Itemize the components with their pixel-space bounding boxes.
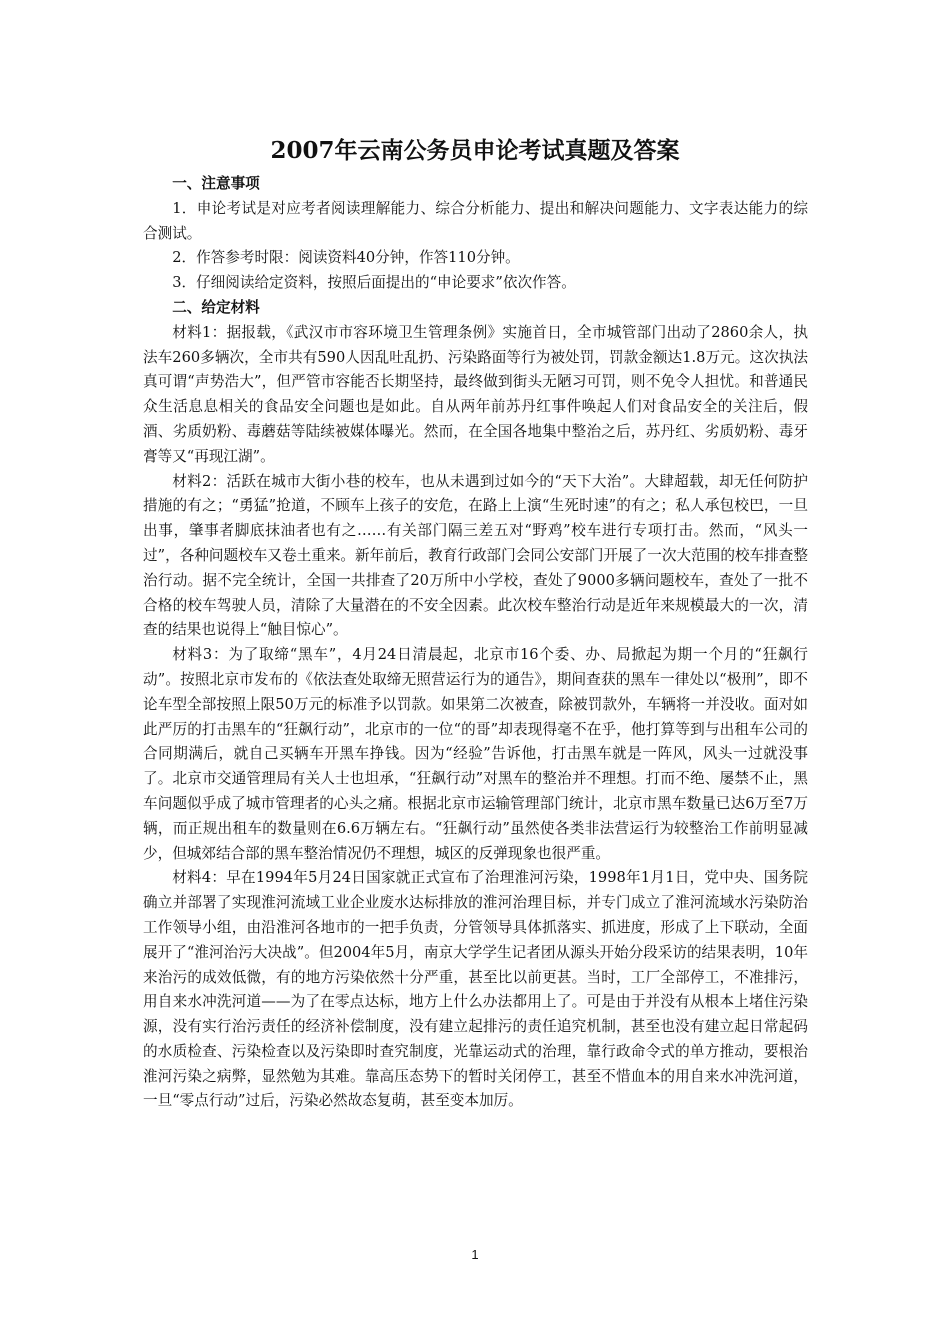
- material-paragraph-2: 材料2：活跃在城市大街小巷的校车，也从未遇到过如今的“天下大治”。大肆超载，却无任何防护措施的有之；“勇猛”抢道，不顾车上孩子的安危，在路上上演“生死时速”的有之；私人承包校巴，一旦出事，肇事者脚底抹油者也有之……有关部门隔三差五对“野鸡”校车进行专项打击。然而，“风头一过”，各种问题校车又卷土重来。新年前后，教育行政部门会同公安部门开展了一次大范围的校车排查整治行动。据不完全统计，全国一共排查了20万所中小学校，查处了9000多辆问题校车，查处了一批不合格的校车驾驶人员，清除了大量潜在的不安全因素。此次校车整治行动是近年来规模最大的一次，清查的结果也说得上“触目惊心”。: [143, 472, 808, 639]
- material-paragraph-3: 材料3：为了取缔“黑车”，4月24日清晨起，北京市16个委、办、局掀起为期一个月的“狂飙行动”。按照北京市发布的《依法查处取缔无照营运行为的通告》，期间查获的黑车一律处以“极刑”，即不论车型全部按照上限50万元的标准予以罚款。如果第二次被查，除被罚款外，车辆将一并没收。面对如此严厉的打击黑车的“狂飙行动”，北京市的一位“的哥”却表现得毫不在乎，他打算等到与出租车公司的合同期满后，就自己买辆车开黑车挣钱。因为“经验”告诉他，打击黑车就是一阵风，风头一过就没事了。北京市交通管理局有关人士也坦承，“狂飙行动”对黑车的整治并不理想。打而不绝、屡禁不止，黑车问题似乎成了城市管理者的心头之痛。根据北京市运输管理部门统计，北京市黑车数量已达6万至7万辆，而正规出租车的数量则在6.6万辆左右。“狂飙行动”虽然使各类非法营运行为较整治工作前明显减少，但城郊结合部的黑车整治情况仍不理想，城区的反弹现象也很严重。: [143, 646, 808, 862]
- section-heading-notes: 一、注意事项: [172, 175, 260, 192]
- document-body: [143, 172, 808, 1114]
- note-paragraph: 1．申论考试是对应考者阅读理解能力、综合分析能力、提出和解决问题能力、文字表达能力的综合测试。: [143, 199, 808, 242]
- page-number: 1: [471, 1247, 479, 1262]
- note-paragraph: 2．作答参考时限：阅读资料40分钟，作答110分钟。: [172, 249, 520, 267]
- note-paragraph: 3．仔细阅读给定资料，按照后面提出的“申论要求”依次作答。: [172, 274, 576, 292]
- section-heading-materials: 二、给定材料: [172, 298, 260, 316]
- material-paragraph-4: 材料4：早在1994年5月24日国家就正式宣布了治理淮河污染，1998年1月1日，党中央、国务院确立并部署了实现淮河流域工业企业废水达标排放的淮河治理目标，并专门成立了淮河流域水污染防治工作领导小组，由沿淮河各地市的一把手负责，分管领导具体抓落实、抓进度，形成了上下联动，全面展开了“淮河治污大决战”。但2004年5月，南京大学学生记者团从源头开始分段采访的结果表明，10年来治污的成效低微，有的地方污染依然十分严重，甚至比以前更甚。当时，工厂全部停工，不准排污，用自来水冲洗河道——为了在零点达标，地方上什么办法都用上了。可是由于并没有从根本上堵住污染源，没有实行治污责任的经济补偿制度，没有建立起排污的责任追究机制，甚至也没有建立起日常起码的水质检查、污染检查以及污染即时查究制度，光靠运动式的治理，靠行政命令式的单方推动，要根治淮河污染之病弊，显然勉为其难。靠高压态势下的暂时关闭停工，甚至不惜血本的用自来水冲洗河道，一旦“零点行动”过后，污染必然故态复萌，甚至变本加厉。: [143, 869, 808, 1110]
- material-paragraph-1: 材料1：据报载，《武汉市市容环境卫生管理条例》实施首日，全市城管部门出动了2860余人，执法车260多辆次，全市共有590人因乱吐乱扔、污染路面等行为被处罚，罚款金额达1.8万元。这次执法真可谓“声势浩大”，但严管市容能否长期坚持，最终做到街头无陋习可罚，则不免令人担忧。和普通民众生活息息相关的食品安全问题也是如此。自从两年前苏丹红事件唤起人们对食品安全的关注后，假酒、劣质奶粉、毒蘑菇等陆续被媒体曝光。然而，在全国各地集中整治之后，苏丹红、劣质奶粉、毒牙膏等又“再现江湖”。: [143, 323, 808, 465]
- document-title: 2007年云南公务员申论考试真题及答案: [270, 137, 680, 164]
